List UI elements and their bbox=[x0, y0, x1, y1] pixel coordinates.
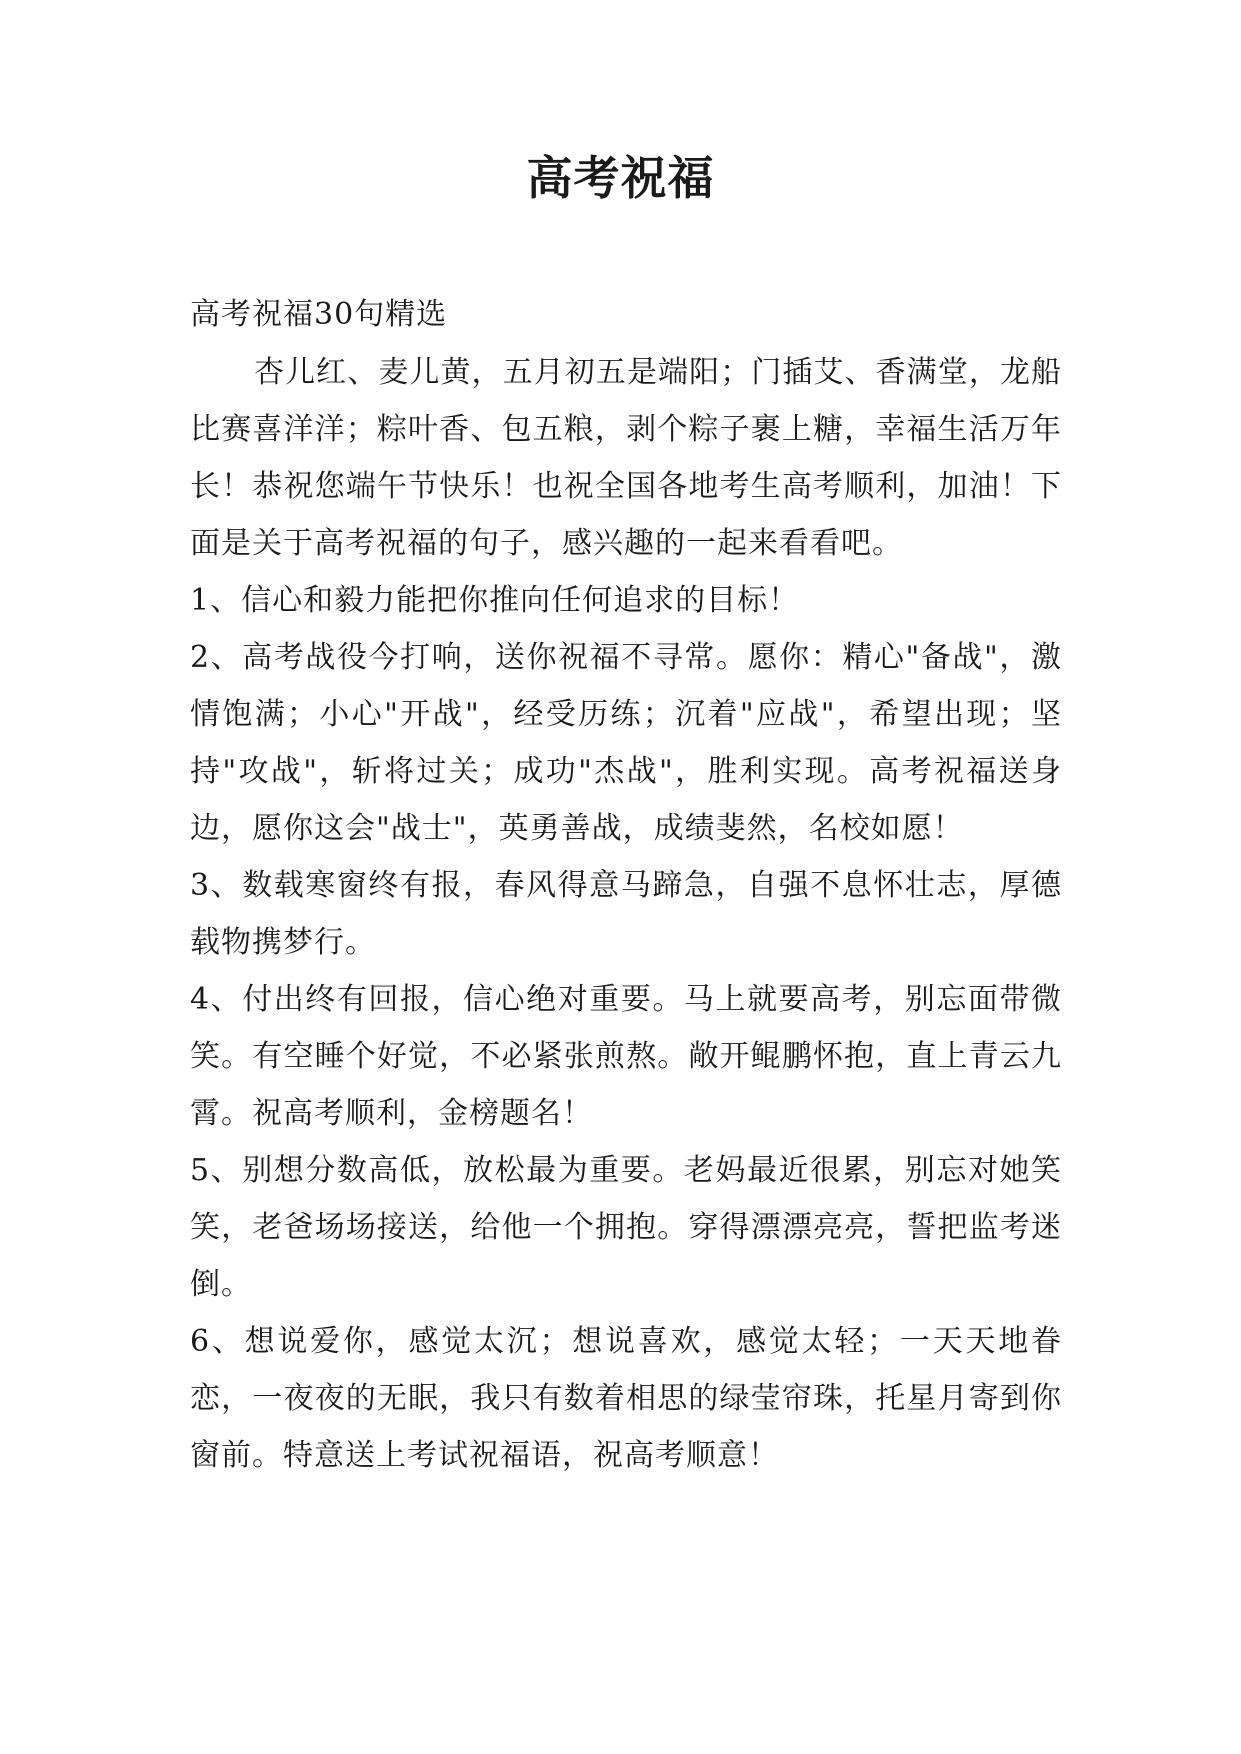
document-body bbox=[190, 286, 1062, 1484]
blessing-item-4: 4、付出终有回报，信心绝对重要。马上就要高考，别忘面带微笑。有空睡个好觉，不必紧张煎熬。敞开鲲鹏怀抱，直上青云九霄。祝高考顺利，金榜题名！ bbox=[190, 982, 1062, 1131]
blessing-item-3: 3、数载寒窗终有报，春风得意马蹄急，自强不息怀壮志，厚德载物携梦行。 bbox=[190, 868, 1062, 960]
blessing-item-5: 5、别想分数高低，放松最为重要。老妈最近很累，别忘对她笑笑，老爸场场接送，给他一个拥抱。穿得漂漂亮亮，誓把监考迷倒。 bbox=[190, 1153, 1062, 1302]
blessing-item-1: 1、信心和毅力能把你推向任何追求的目标！ bbox=[190, 583, 800, 618]
intro-paragraph: 杏儿红、麦儿黄，五月初五是端阳；门插艾、香满堂，龙船比赛喜洋洋；粽叶香、包五粮，剥个粽子裹上糖，幸福生活万年长！恭祝您端午节快乐！也祝全国各地考生高考顺利，加油！下面是关于高考祝福的句子，感兴趣的一起来看看吧。 bbox=[190, 355, 1062, 561]
page-title: 高考祝福 bbox=[526, 151, 715, 205]
blessing-item-2: 2、高考战役今打响，送你祝福不寻常。愿你：精心"备战"，激情饱满；小心"开战"，经受历练；沉着"应战"，希望出现；坚持"攻战"，斩将过关；成功"杰战"，胜利实现。高考祝福送身边，愿你这会"战士"，英勇善战，成绩斐然，名校如愿！ bbox=[190, 640, 1062, 846]
subtitle: 高考祝福30句精选 bbox=[190, 297, 448, 332]
blessing-item-6: 6、想说爱你，感觉太沉；想说喜欢，感觉太轻；一天天地眷恋，一夜夜的无眠，我只有数着相思的绿莹帘珠，托星月寄到你窗前。特意送上考试祝福语，祝高考顺意！ bbox=[190, 1324, 1062, 1473]
